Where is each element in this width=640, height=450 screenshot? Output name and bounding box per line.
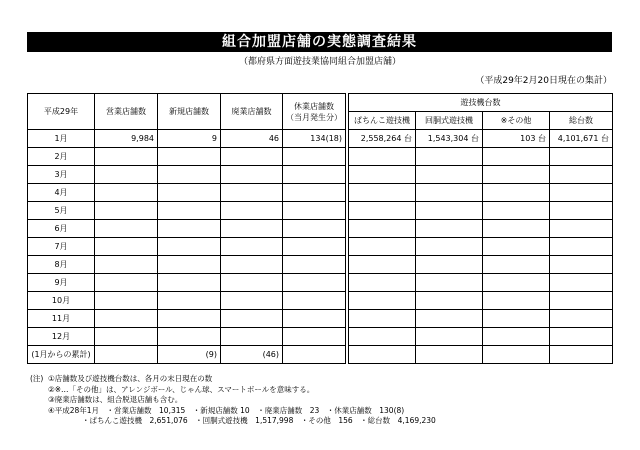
table-row — [28, 220, 613, 238]
unit-label: 台 — [404, 134, 412, 143]
month-label: 1月 — [28, 130, 95, 148]
header-pachinko: ぱちんこ遊技機 — [349, 112, 416, 130]
note-3: ③廃業店舗数は、組合脱退店舗も含む。 — [48, 395, 183, 404]
cell-total — [550, 130, 613, 148]
table-row — [28, 202, 613, 220]
cell-slot — [416, 130, 483, 148]
cumulative-closed: (46) — [221, 346, 283, 364]
notes — [30, 374, 436, 427]
slot-value: 1,543,304 — [427, 134, 469, 143]
header-total: 総台数 — [550, 112, 613, 130]
cell-other — [483, 130, 550, 148]
unit-label: 台 — [538, 134, 546, 143]
month-label: 3月 — [28, 166, 95, 184]
header-suspended — [283, 94, 346, 130]
table-row — [28, 184, 613, 202]
table-row — [28, 310, 613, 328]
page-title: 組合加盟店舗の実態調査結果 — [27, 32, 612, 52]
header-closed: 廃業店舗数 — [221, 94, 283, 130]
cumulative-new: (9) — [158, 346, 221, 364]
month-label: 11月 — [28, 310, 95, 328]
month-label: 12月 — [28, 328, 95, 346]
cell-new: 9 — [158, 130, 221, 148]
page-subtitle: （都府県方面遊技業協同組合加盟店舗） — [238, 57, 401, 67]
as-of-date: （平成29年2月20日現在の集計） — [475, 76, 612, 86]
table-row — [28, 130, 613, 148]
unit-label: 台 — [601, 134, 609, 143]
header-machines-group: 遊技機台数 — [349, 94, 613, 112]
note-4b: ・ぱちんこ遊技機 2,651,076 ・回胴式遊技機 1,517,998 ・その他 156 ・総台数 4,169,230 — [82, 416, 436, 425]
note-2: ②※…「その他」は、アレンジボール、じゃん球、スマートボールを意味する。 — [48, 384, 315, 394]
header-year: 平成29年 — [28, 94, 95, 130]
month-label: 8月 — [28, 256, 95, 274]
header-new: 新規店舗数 — [158, 94, 221, 130]
month-label: 6月 — [28, 220, 95, 238]
table-row — [28, 148, 613, 166]
header-other: ※その他 — [483, 112, 550, 130]
total-value: 4,101,671 — [557, 134, 599, 143]
header-suspended-label: 休業店舗数 — [294, 101, 334, 111]
cell-pachinko — [349, 130, 416, 148]
month-label: 10月 — [28, 292, 95, 310]
month-label: 7月 — [28, 238, 95, 256]
notes-lead: (注) — [30, 374, 44, 383]
survey-table — [27, 93, 613, 364]
cumulative-row — [28, 346, 613, 364]
table-row — [28, 274, 613, 292]
month-label: 4月 — [28, 184, 95, 202]
cell-suspended: 134(18) — [283, 130, 346, 148]
cumulative-label: (1月からの累計) — [28, 346, 95, 364]
table-row — [28, 292, 613, 310]
header-suspended-sub: （当月発生分） — [286, 112, 342, 122]
table-row — [28, 238, 613, 256]
cell-closed: 46 — [221, 130, 283, 148]
other-value: 103 — [520, 134, 536, 143]
note-1: ①店舗数及び遊技機台数は、各月の末日現在の数 — [48, 374, 213, 383]
header-slot: 回胴式遊技機 — [416, 112, 483, 130]
month-label: 2月 — [28, 148, 95, 166]
unit-label: 台 — [471, 134, 479, 143]
table-row — [28, 328, 613, 346]
cell-operating: 9,984 — [95, 130, 158, 148]
month-label: 5月 — [28, 202, 95, 220]
header-operating: 営業店舗数 — [95, 94, 158, 130]
pachinko-value: 2,558,264 — [360, 134, 402, 143]
month-label: 9月 — [28, 274, 95, 292]
note-4a: ④平成28年1月 ・営業店舗数 10,315 ・新規店舗数 10 ・廃業店舗数 23 ・休業店舗数 130(8) — [48, 405, 405, 415]
table-row — [28, 256, 613, 274]
table-row — [28, 166, 613, 184]
